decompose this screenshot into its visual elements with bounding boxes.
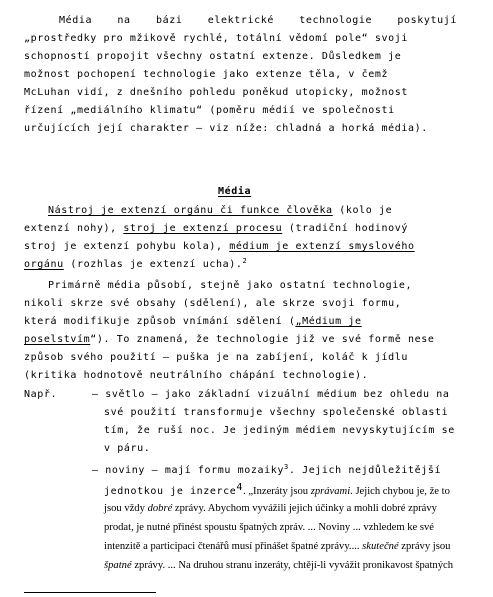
paragraph-3-line-6: (kritika hodnotově neutrálního chápání technologie). bbox=[24, 370, 369, 381]
text: . Jejich nejdůležitější bbox=[288, 465, 442, 476]
paragraph-1-line-4: možnost pochopení technologie jako extenze těla, v čemž bbox=[24, 69, 389, 80]
example-light-line-2: své použití transformuje všechny společenské oblasti bbox=[104, 407, 449, 418]
text: . Jejich chybou je, že to bbox=[350, 486, 450, 497]
word: Média bbox=[59, 15, 93, 26]
text: zprávy jsou bbox=[398, 541, 451, 552]
example-newspaper-line-1 bbox=[92, 464, 441, 477]
text: “). To znamená, že technologie již ve své formě nese bbox=[90, 334, 435, 345]
text: . „Inzeráty jsou bbox=[243, 486, 311, 497]
example-newspaper-line-2 bbox=[104, 483, 450, 498]
emphasis: zprávami bbox=[310, 486, 351, 497]
quote-start bbox=[243, 486, 450, 497]
paragraph-3-line-3 bbox=[24, 315, 362, 328]
paragraph-1-line-5: McLuhan vidí, z dnešního pohledu poněkud utopicky, možnost bbox=[24, 87, 408, 98]
text: (tradiční hodinový bbox=[282, 223, 409, 234]
quote-line-5 bbox=[104, 540, 450, 553]
emphasis: skutečné bbox=[362, 541, 399, 552]
word: technologie bbox=[299, 15, 373, 26]
text: intenzitě a participaci čtenářů musí přinášet špatné zprávy.... bbox=[104, 541, 363, 552]
text: jsou vždy bbox=[104, 503, 148, 514]
quote-medium-is-message: „Médium je bbox=[295, 316, 362, 327]
paragraph-3-line-1: Primárně média působí, stejně jako ostatní technologie, bbox=[48, 280, 413, 291]
section-heading: Média bbox=[218, 186, 252, 197]
text: (kolo je bbox=[332, 205, 393, 216]
text: která modifikuje způsob vnímání sdělení ( bbox=[24, 316, 296, 327]
paragraph-2-line-1 bbox=[48, 204, 392, 217]
example-light-line-3: tím, že ruší noc. Je jediným médiem nevyskytujícím se bbox=[104, 425, 455, 436]
emphasis: špatné bbox=[104, 560, 132, 571]
emphasis: dobré bbox=[147, 503, 173, 514]
paragraph-2-line-3 bbox=[24, 240, 415, 253]
definition-tool: Nástroj je extenzí orgánu či funkce člověka bbox=[48, 205, 333, 216]
example-light-line-1: – světlo – jako základní vizuální médium bez ohledu na bbox=[92, 389, 450, 400]
paragraph-1-line-7: určujících její charakter – viz níže: chladná a horká média). bbox=[24, 123, 428, 134]
paragraph-3-line-4 bbox=[24, 333, 435, 346]
quote-line-3 bbox=[104, 502, 437, 515]
paragraph-3-line-2: nikoli skrze své obsahy (sdělení), ale skrze svoji formu, bbox=[24, 298, 402, 309]
word: poskytují bbox=[397, 15, 457, 26]
text: (rozhlas je extenzí ucha). bbox=[63, 259, 243, 270]
definition-machine: stroj je extenzí procesu bbox=[123, 223, 283, 234]
word: bázi bbox=[155, 15, 183, 26]
quote-line-6 bbox=[104, 559, 453, 572]
word: na bbox=[117, 15, 131, 26]
text: zprávy. Abychom vyvážili jejich účinky a mohli dobré zprávy bbox=[172, 503, 437, 514]
text: jednotkou je inzerce bbox=[104, 486, 237, 497]
definition-medium-end: orgánu bbox=[24, 259, 64, 270]
quote-medium-is-message-end: poselstvím bbox=[24, 334, 91, 345]
footnote-ref-4[interactable]: 4 bbox=[236, 482, 244, 493]
paragraph-2-line-4 bbox=[24, 258, 247, 271]
quote-line-4: prodat, je nutné přinést spoustu špatných zpráv. ... Noviny ... vzhledem ke své bbox=[104, 522, 434, 533]
paragraph-1-line-6: řízení „mediálního klimatu“ (poměru médií ve společnosti bbox=[24, 105, 395, 116]
paragraph-1-line-2: „prostředky pro mžikově rychlé, totální vědomí pole“ svoji bbox=[24, 33, 408, 44]
paragraph-1-line-3: schopností propojit všechny ostatní extenze. Důsledkem je bbox=[24, 51, 402, 62]
examples-label: Např. bbox=[24, 389, 58, 400]
word: elektrické bbox=[207, 15, 274, 26]
definition-medium: médium je extenzí smyslového bbox=[229, 241, 415, 252]
text: – noviny – mají formu mozaiky bbox=[92, 465, 284, 476]
paragraph-1-line-1 bbox=[59, 14, 457, 27]
footnote-ref-3[interactable]: 3 bbox=[284, 463, 289, 471]
footnote-ref-2[interactable]: 2 bbox=[242, 257, 248, 265]
footnote-separator bbox=[24, 592, 156, 593]
paragraph-2-line-2 bbox=[24, 222, 408, 235]
paragraph-3-line-5: způsob svého použití – puška je na zabíjení, koláč k jídlu bbox=[24, 352, 408, 363]
text: extenzí nohy), bbox=[24, 223, 124, 234]
text: zprávy. ... Na druhou stranu inzeráty, chtějí-li vyvážit pronikavost špatných bbox=[131, 560, 454, 571]
example-light-line-4: v páru. bbox=[104, 443, 151, 454]
text: stroj je extenzí pohybu kola), bbox=[24, 241, 230, 252]
